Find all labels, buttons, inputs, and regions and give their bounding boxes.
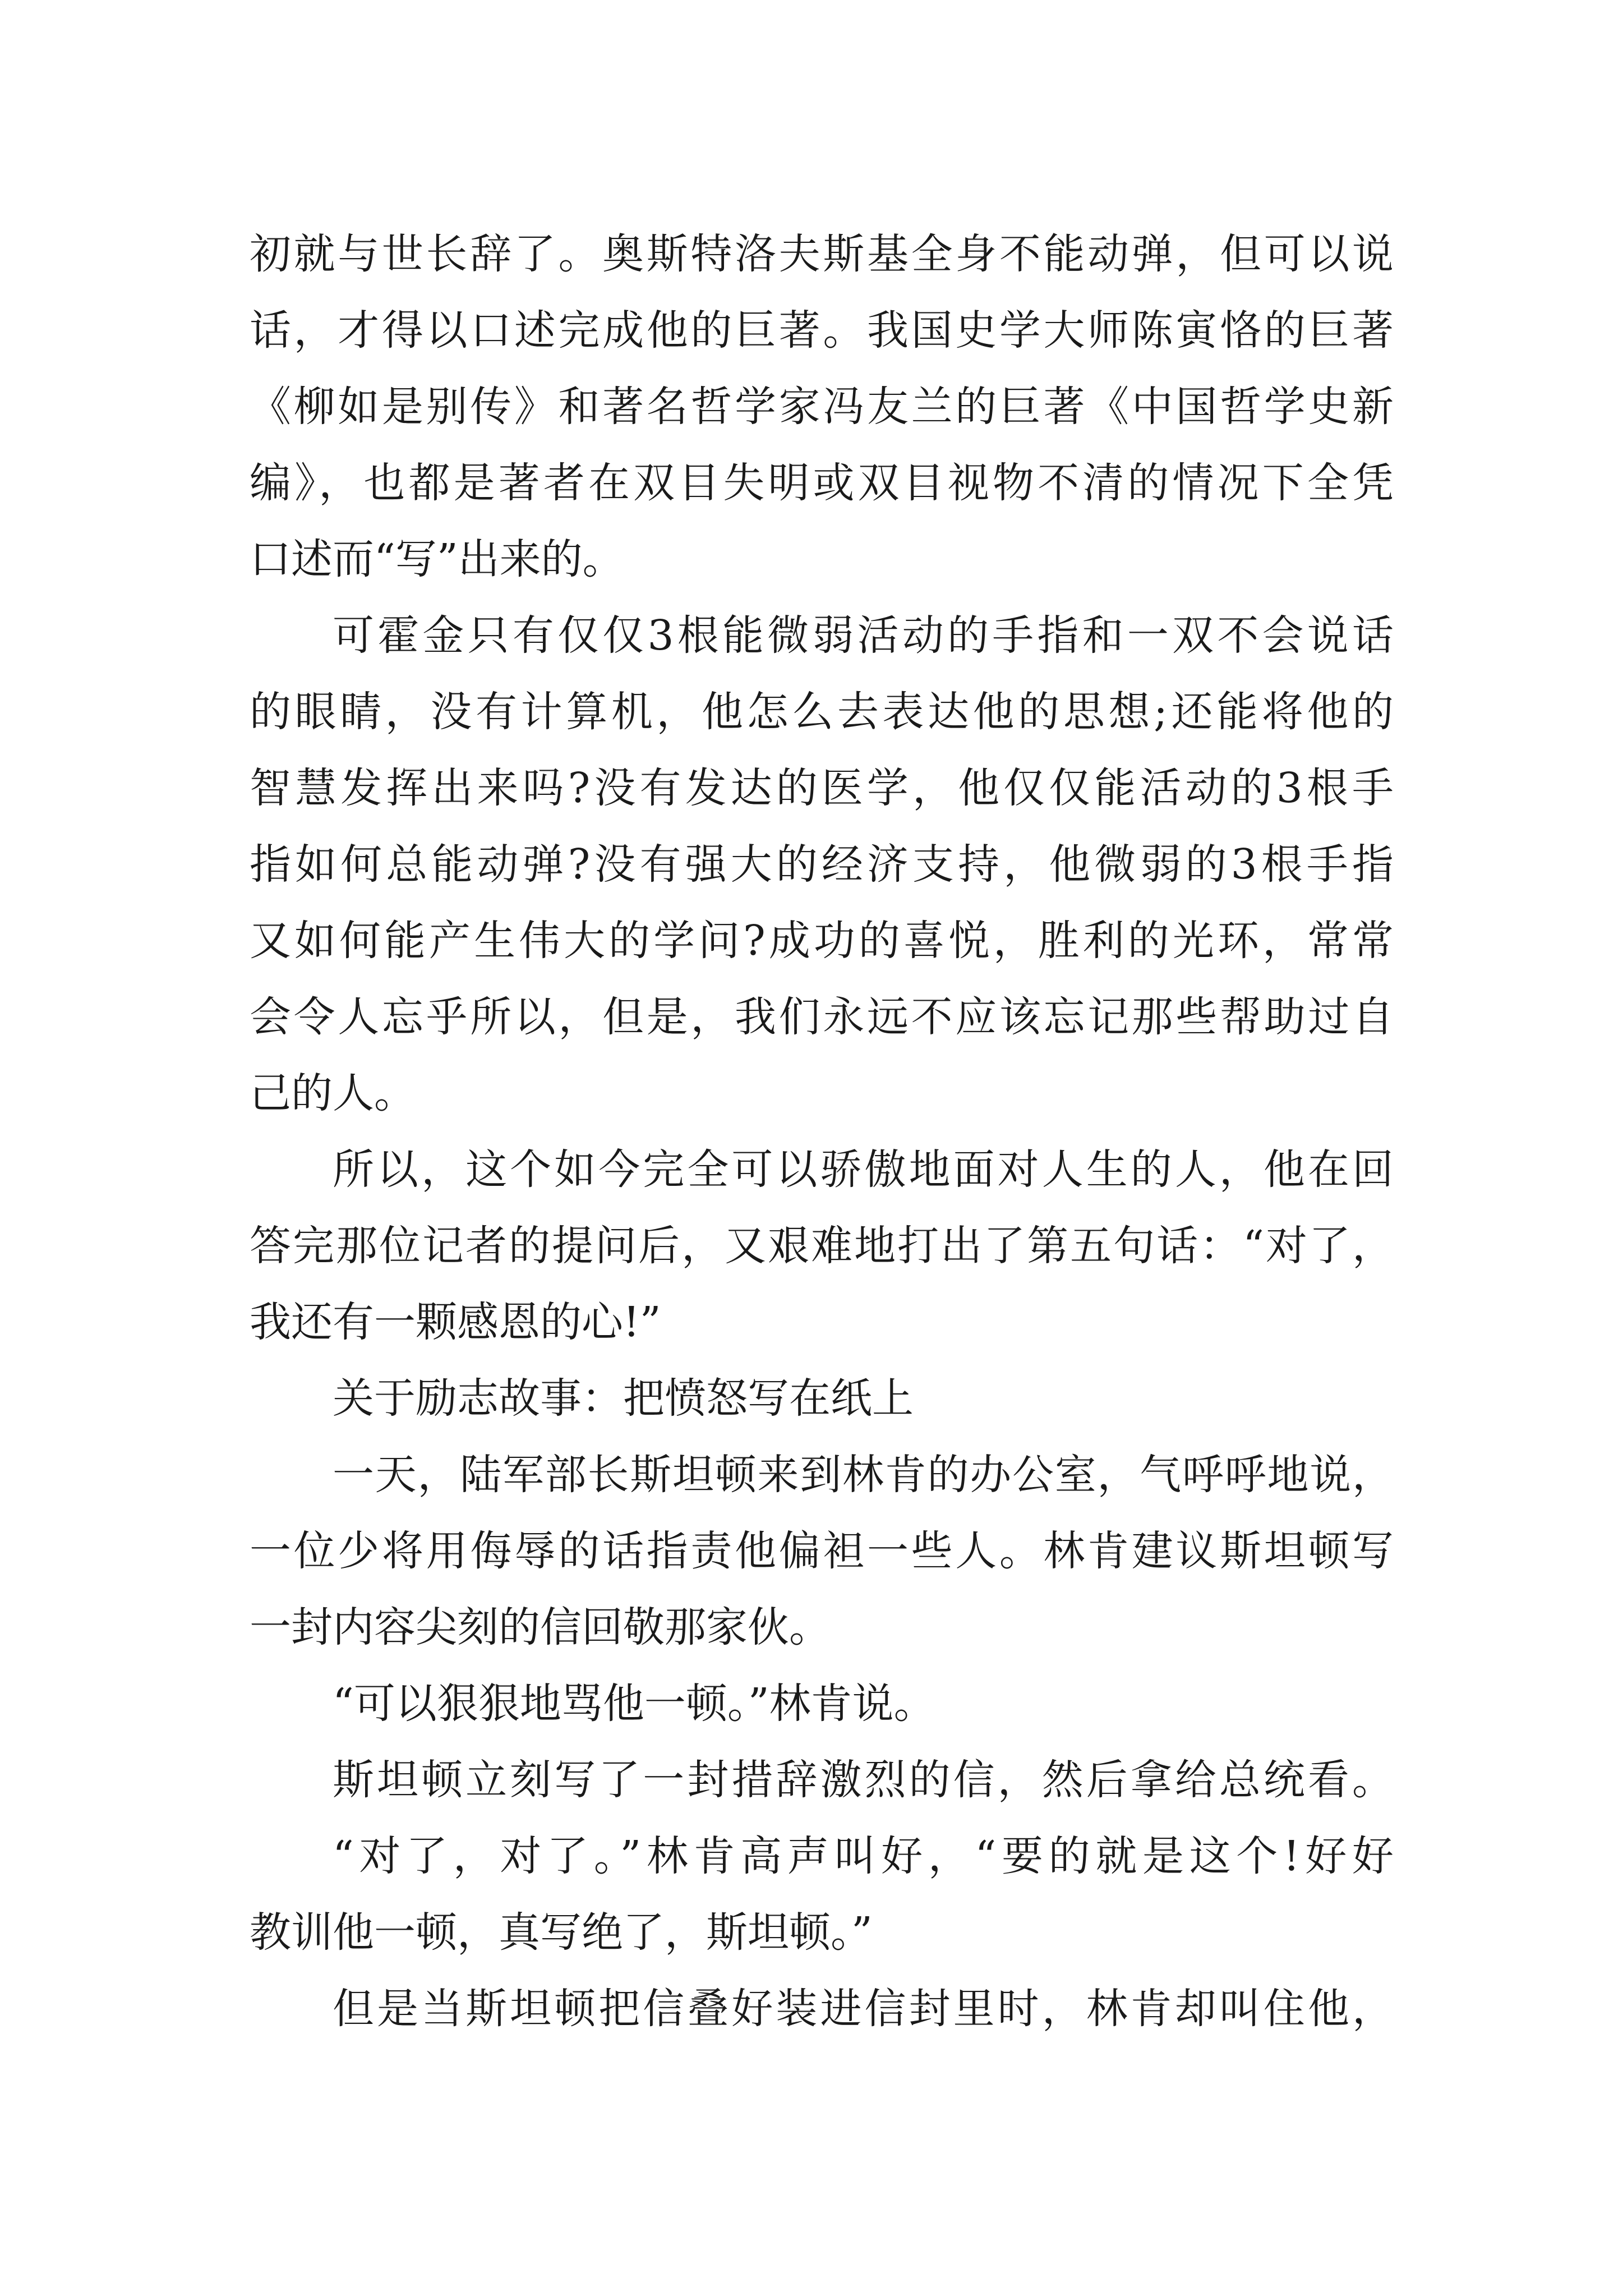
paragraph-first-line: “对了，对了。”林肯高声叫好，“要的就是这个!好好 [333, 1832, 1394, 1880]
text-line: 又如何能产生伟大的学问?成功的喜悦，胜利的光环，常常 [250, 917, 1394, 965]
text-line: 己的人。 [250, 1069, 416, 1117]
paragraph-first-line: 斯坦顿立刻写了一封措辞激烈的信，然后拿给总统看。 [333, 1756, 1394, 1804]
text-line: 会令人忘乎所以，但是，我们永远不应该忘记那些帮助过自 [250, 993, 1394, 1041]
paragraph-first-line: 一天，陆军部长斯坦顿来到林肯的办公室，气呼呼地说， [333, 1451, 1394, 1499]
text-line: 话，才得以口述完成他的巨著。我国史学大师陈寅恪的巨著 [250, 306, 1394, 355]
text-line: 的眼睛，没有计算机，他怎么去表达他的思想;还能将他的 [250, 688, 1394, 736]
paragraph-first-line: 但是当斯坦顿把信叠好装进信封里时，林肯却叫住他， [333, 1985, 1394, 2033]
text-line: 我还有一颗感恩的心!” [250, 1298, 661, 1346]
text-line: 指如何总能动弹?没有强大的经济支持，他微弱的3根手指 [250, 840, 1394, 889]
text-line: 初就与世长辞了。奥斯特洛夫斯基全身不能动弹，但可以说 [250, 230, 1394, 278]
text-line: 智慧发挥出来吗?没有发达的医学，他仅仅能活动的3根手 [250, 764, 1394, 812]
section-heading: 关于励志故事：把愤怒写在纸上 [333, 1374, 914, 1423]
text-line: 一封内容尖刻的信回敬那家伙。 [250, 1603, 831, 1651]
paragraph-first-line: “可以狠狠地骂他一顿。”林肯说。 [333, 1680, 935, 1728]
text-line: 一位少将用侮辱的话指责他偏袒一些人。林肯建议斯坦顿写 [250, 1527, 1394, 1575]
body-text [250, 216, 1394, 2047]
text-line: 编》，也都是著者在双目失明或双目视物不清的情况下全凭 [250, 459, 1394, 507]
text-line: 答完那位记者的提问后，又艰难地打出了第五句话：“对了， [250, 1222, 1394, 1270]
paragraph-first-line: 可霍金只有仅仅3根能微弱活动的手指和一双不会说话 [333, 611, 1394, 660]
text-line: 教训他一顿，真写绝了，斯坦顿。” [250, 1908, 873, 1957]
text-line: 《柳如是别传》和著名哲学家冯友兰的巨著《中国哲学史新 [250, 383, 1394, 431]
text-line: 口述而“写”出来的。 [250, 535, 624, 583]
paragraph-first-line: 所以，这个如今完全可以骄傲地面对人生的人，他在回 [333, 1145, 1394, 1194]
